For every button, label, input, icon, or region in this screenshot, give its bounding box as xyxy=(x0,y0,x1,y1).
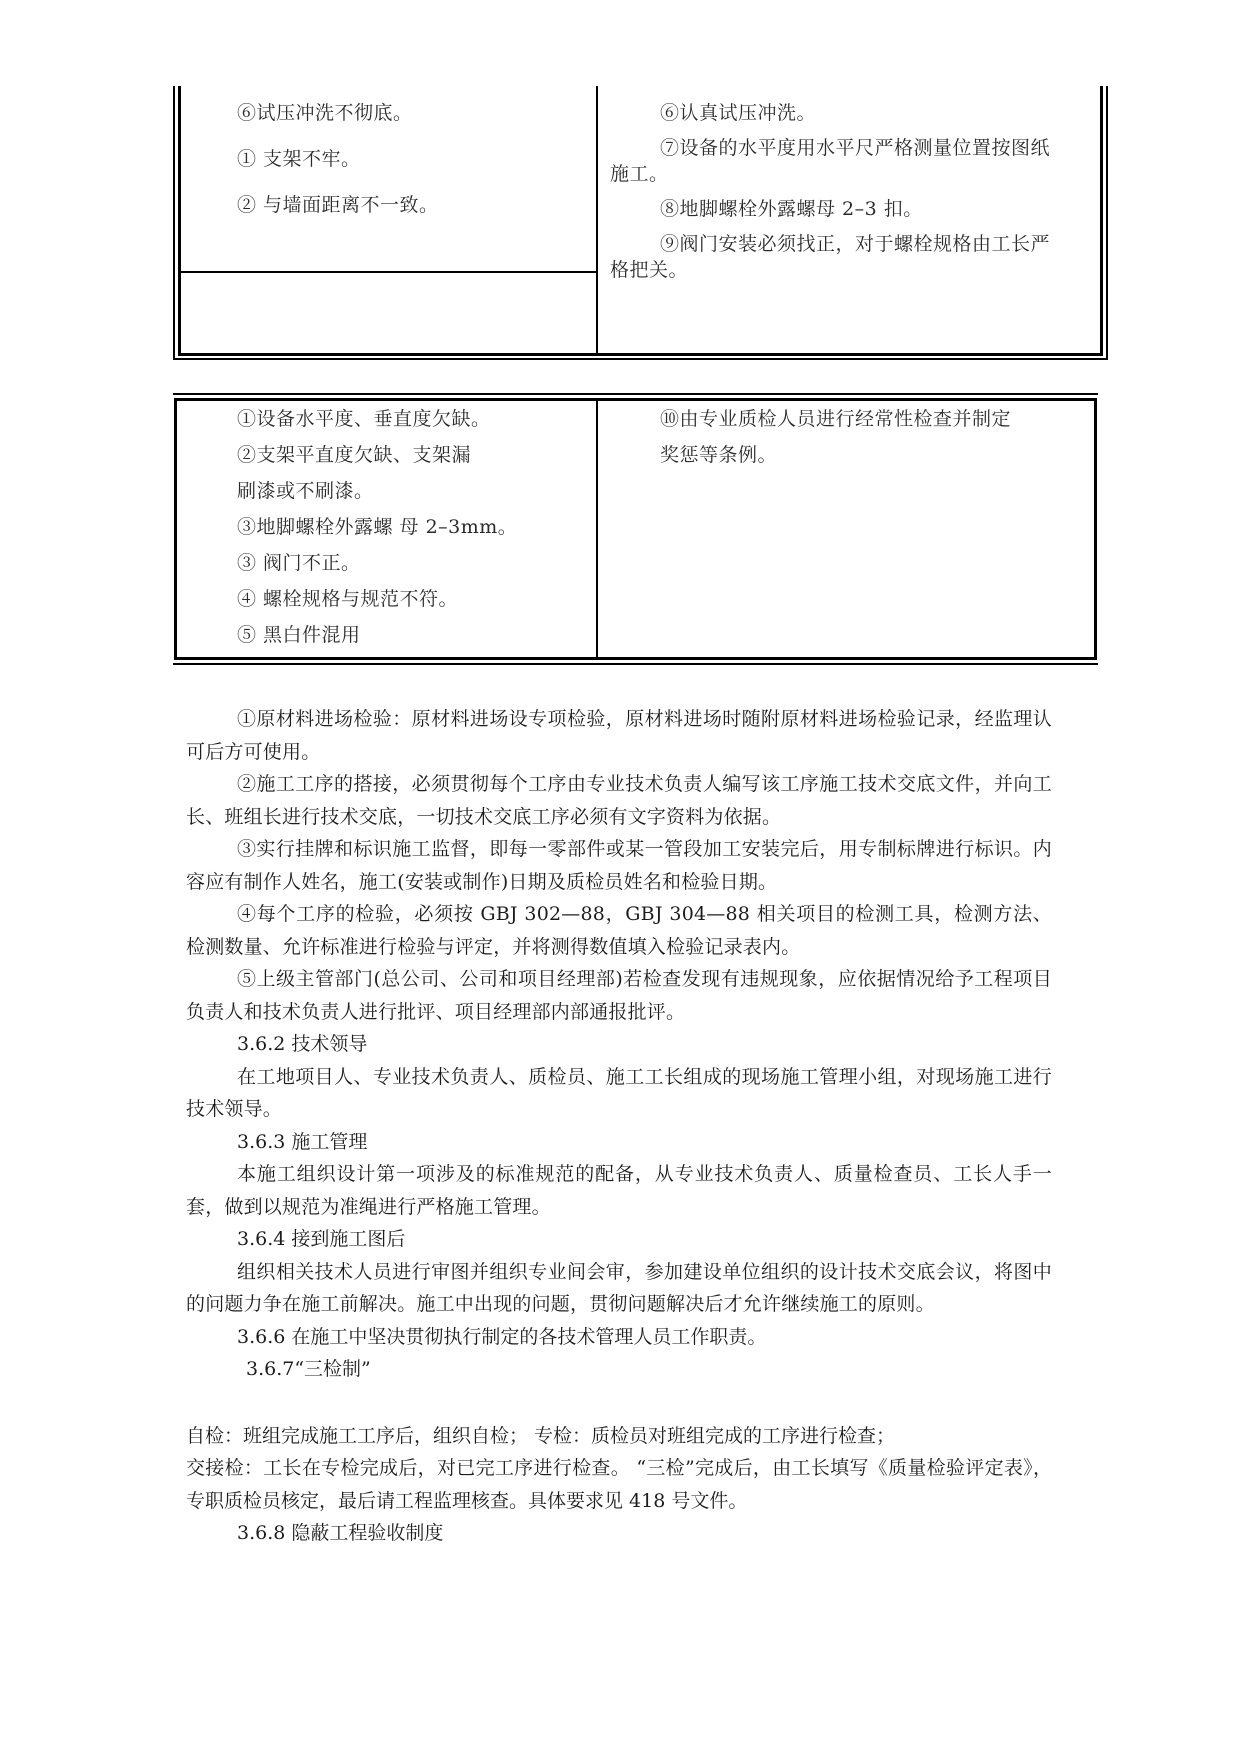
quality-issues-table-continued xyxy=(173,86,1108,360)
table-border xyxy=(173,358,1108,360)
section-heading: 3.6.3 施工管理 xyxy=(237,1130,368,1153)
problem-cell xyxy=(237,100,587,238)
table-border xyxy=(1106,86,1108,360)
paragraph: 组织相关技术人员进行审图并组织专业间会审，参加建设单位组织的设计技术交底会议，将图中的问题力争在施工前解决。施工中出现的问题，贯彻问题解决后才允许继续施工的原则。 xyxy=(186,1260,1052,1315)
table-border xyxy=(174,398,177,660)
measure-item: ⑥认真试压冲洗。 xyxy=(660,102,817,124)
table-border xyxy=(178,353,1103,356)
table-border xyxy=(173,663,1098,665)
table-border xyxy=(174,398,1097,401)
section-heading: 3.6.8 隐蔽工程验收制度 xyxy=(237,1522,444,1544)
section-heading: 3.6.7“三检制” xyxy=(246,1358,371,1380)
section-heading: 3.6.2 技术领导 xyxy=(237,1033,368,1055)
paragraph: 本施工组织设计第一项涉及的标准规范的配备，从专业技术负责人、质量检查员、工长人手一套，做到以规范为准绳进行严格施工管理。 xyxy=(186,1163,1052,1218)
paragraph: 交接检：工长在专检完成后，对已完工序进行检查。 “三检”完成后，由工长填写《质量检验评定表》，专职质检员核定，最后请工程监理核查。具体要求见 418 号文件。 xyxy=(186,1457,1052,1512)
measure-item-continuation: 格把关。 xyxy=(610,259,689,281)
paragraph: ③实行挂牌和标识施工监督，即每一零部件或某一管段加工安装完后，用专制标牌进行标识。内容应有制作人姓名，施工(安装或制作)日期及质检员姓名和检验日期。 xyxy=(186,838,1052,893)
problem-item: ⑤ 黑白件混用 xyxy=(237,624,361,646)
section-heading: 3.6.4 接到施工图后 xyxy=(237,1228,406,1250)
measure-cell xyxy=(610,100,1095,292)
blank-line xyxy=(186,1386,1052,1420)
problem-cell xyxy=(237,406,587,658)
paragraph: ①原材料进场检验：原材料进场设专项检验，原材料进场时随附原材料进场检验记录，经监理认可后方可使用。 xyxy=(186,708,1052,763)
row-divider xyxy=(178,271,598,273)
problem-item-continuation: 刷漆或不刷漆。 xyxy=(237,480,374,502)
problem-item: ① 支架不牢。 xyxy=(237,148,361,170)
problem-item: ③地脚螺栓外露螺 母 2–3mm。 xyxy=(237,516,518,538)
problem-item: ⑥试压冲洗不彻底。 xyxy=(237,102,413,124)
paragraph: 自检：班组完成施工工序后，组织自检； 专检：质检员对班组完成的工序进行检查； xyxy=(186,1424,896,1447)
paragraph: ②施工工序的搭接，必须贯彻每个工序由专业技术负责人编写该工序施工技术交底文件，并向工长、班组长进行技术交底，一切技术交底工序必须有文字资料为依据。 xyxy=(186,773,1052,828)
table-border xyxy=(1094,398,1097,660)
measure-item: ⑩由专业质检人员进行经常性检查并制定 xyxy=(660,408,1012,430)
table-border xyxy=(1100,86,1103,356)
table-border xyxy=(178,86,181,356)
paragraph: 在工地项目人、专业技术负责人、质检员、施工工长组成的现场施工管理小组，对现场施工进行技术领导。 xyxy=(186,1065,1052,1120)
measure-item-continuation: 施工。 xyxy=(610,163,669,185)
paragraph: ⑤上级主管部门(总公司、公司和项目经理部)若检查发现有违规现象，应依据情况给予工程项目负责人和技术负责人进行批评、项目经理部内部通报批评。 xyxy=(186,968,1052,1023)
paragraph: ④每个工序的检验，必须按 GBJ 302—88，GBJ 304—88 相关项目的检测工具，检测方法、检测数量、允许标准进行检验与评定，并将测得数值填入检验记录表内。 xyxy=(186,903,1052,958)
section-heading: 3.6.6 在施工中坚决贯彻执行制定的各技术管理人员工作职责。 xyxy=(237,1325,767,1348)
body-text xyxy=(186,703,1052,1550)
column-divider xyxy=(596,398,598,660)
quality-issues-table xyxy=(173,393,1098,668)
measure-item-continuation: 奖惩等条例。 xyxy=(660,444,778,466)
problem-item: ①设备水平度、垂直度欠缺。 xyxy=(237,408,491,430)
table-border xyxy=(173,86,175,360)
problem-item: ② 与墙面距离不一致。 xyxy=(237,194,439,216)
measure-item: ⑦设备的水平度用水平尺严格测量位置按图纸 xyxy=(660,137,1051,159)
problem-item: ②支架平直度欠缺、支架漏 xyxy=(237,444,472,466)
measure-item: ⑧地脚螺栓外露螺母 2–3 扣。 xyxy=(660,198,923,220)
column-divider xyxy=(596,86,598,356)
problem-item: ③ 阀门不正。 xyxy=(237,552,361,574)
measure-cell xyxy=(660,406,1080,478)
table-border xyxy=(173,393,1098,395)
measure-item: ⑨阀门安装必须找正，对于螺栓规格由工长严 xyxy=(660,233,1051,255)
problem-item: ④ 螺栓规格与规范不符。 xyxy=(237,588,459,610)
